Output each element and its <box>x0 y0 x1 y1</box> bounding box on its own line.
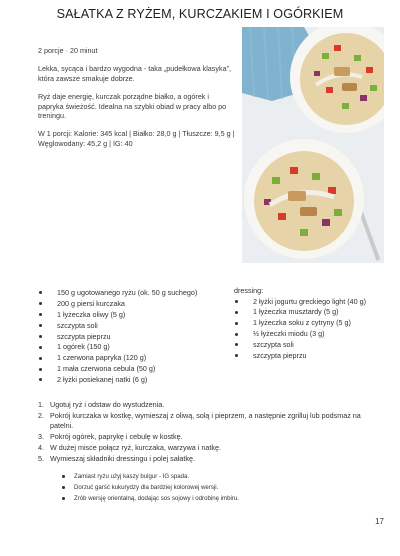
ingredient-item: szczypta soli <box>38 321 228 331</box>
dressing-item: 1 łyżeczka soku z cytryny (5 g) <box>234 318 384 328</box>
nutrition-info: W 1 porcji: Kalorie: 345 kcal | Białko: 28,0 g | Tłuszcze: 9,5 g | Węglowodany: 45,2 g | IG: 40 <box>38 129 235 148</box>
step-text: Wymieszaj składniki dressingu i polej sałatkę. <box>50 454 195 464</box>
step-item <box>38 411 378 431</box>
dressing-heading: dressing: <box>234 286 264 295</box>
step-text: W dużej misce połącz ryż, kurczaka, warzywa i natkę. <box>50 443 221 453</box>
ingredient-item: 1 łyżeczka oliwy (5 g) <box>38 310 228 320</box>
step-number: 4. <box>38 443 44 453</box>
step-number: 2. <box>38 411 44 421</box>
steps-list <box>38 400 378 465</box>
ingredient-item: 150 g ugotowanego ryżu (ok. 50 g suchego) <box>38 288 228 298</box>
recipe-title: SAŁATKA Z RYŻEM, KURCZAKIEM I OGÓRKIEM <box>56 7 344 21</box>
ingredient-item: 1 mała czerwona cebula (50 g) <box>38 364 228 374</box>
tip-item: Zamiast ryżu użyj kaszy bulgur - IG spada. <box>62 472 362 482</box>
salad-photo <box>242 27 384 263</box>
step-text: Pokrój ogórek, paprykę i cebulę w kostkę. <box>50 431 183 441</box>
ingredient-item: 1 ogórek (150 g) <box>38 342 228 352</box>
dressing-item: 1 łyżeczka musztardy (5 g) <box>234 307 384 317</box>
dressing-list <box>234 286 384 362</box>
description-2: Ryż daje energię, kurczak porządne białko, a ogórek i papryka świeżość. Idealna na szybki obiad w pracy albo po treningu. <box>38 91 227 121</box>
step-item <box>38 400 378 410</box>
dressing-item: szczypta pieprzu <box>234 351 384 361</box>
dressing-item: szczypta soli <box>234 340 384 350</box>
ingredient-item: 200 g piersi kurczaka <box>38 299 228 309</box>
ingredient-item: szczypta pieprzu <box>38 332 228 342</box>
recipe-intro <box>38 46 236 157</box>
step-number: 3. <box>38 431 44 441</box>
ingredient-item: 2 łyżki posiekanej natki (6 g) <box>38 375 228 385</box>
step-text: Ugotuj ryż i odstaw do wystudzenia. <box>50 400 165 409</box>
description-1: Lekka, sycąca i bardzo wygodna - taka „pudełkowa klasyka”, która zawsze smakuje dobrze. <box>38 64 231 83</box>
dressing-item: 2 łyżki jogurtu greckiego light (40 g) <box>234 297 384 307</box>
step-item <box>38 432 378 442</box>
step-item <box>38 443 378 453</box>
dressing-item: ½ łyżeczki miodu (3 g) <box>234 329 384 339</box>
tip-item: Zrób wersję orientalną, dodając sos sojowy i odrobinę imbiru. <box>62 494 362 504</box>
step-number: 1. <box>38 400 44 409</box>
ingredient-item: 1 czerwona papryka (120 g) <box>38 353 228 363</box>
step-number: 5. <box>38 454 44 464</box>
page-number: 17 <box>375 517 384 526</box>
servings-time: 2 porcje · 20 minut <box>38 46 98 55</box>
tips-list <box>62 472 362 505</box>
tip-item: Dorzuć garść kukurydzy dla bardziej kolorowej wersji. <box>62 483 362 493</box>
ingredients-list <box>38 288 228 386</box>
step-item <box>38 454 378 464</box>
step-text: Pokrój kurczaka w kostkę, wymieszaj z oliwą, solą i pieprzem, a następnie zgrilluj lub podsmaż na patelni. <box>50 411 361 430</box>
